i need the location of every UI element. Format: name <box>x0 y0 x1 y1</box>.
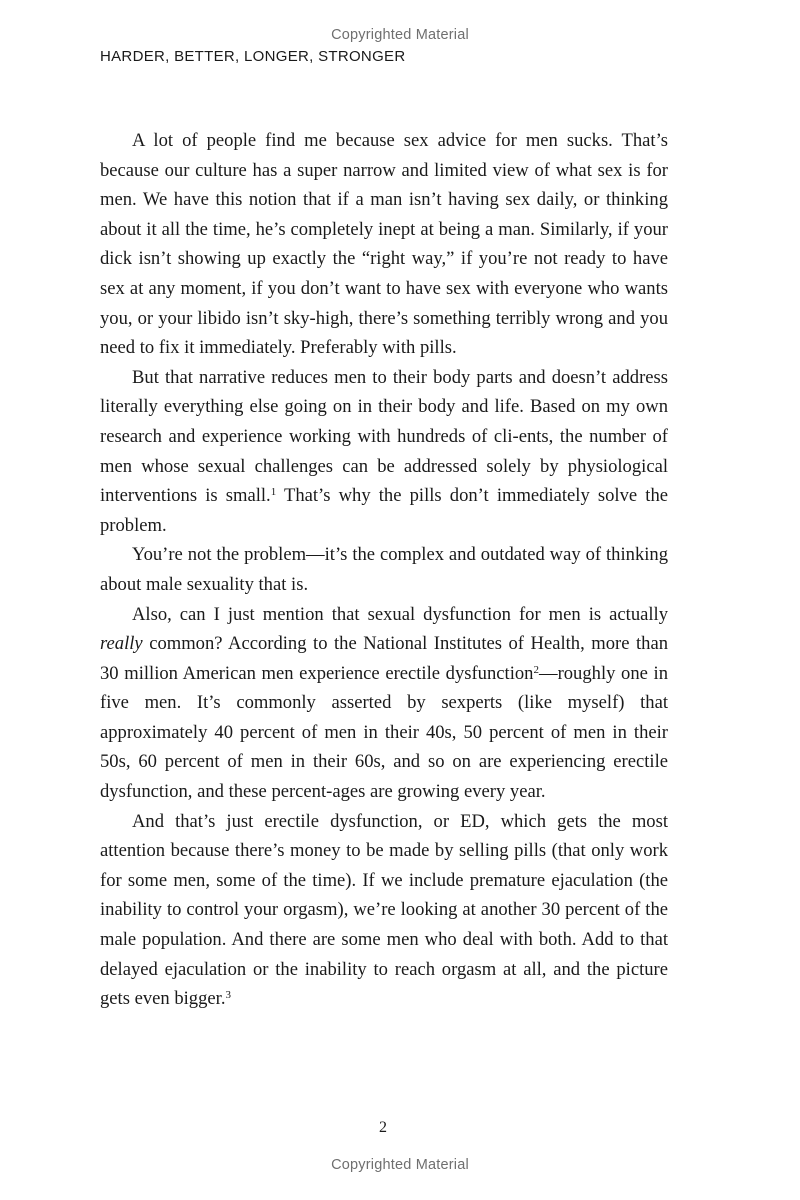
copyright-watermark-bottom: Copyrighted Material <box>331 1157 469 1173</box>
emphasis-really: really <box>100 633 143 655</box>
body-text <box>100 126 668 1014</box>
paragraph-3: You’re not the problem—it’s the complex and outdated way of thinking about male sexuality that is. <box>100 544 668 595</box>
running-head: HARDER, BETTER, LONGER, STRONGER <box>100 48 406 65</box>
paragraph-2-text-end: That’s why the pills don’t immediately solve the problem. <box>100 485 668 536</box>
footnote-ref-2[interactable]: 2 <box>533 663 539 676</box>
paragraph-4 <box>100 600 668 807</box>
page-number: 2 <box>379 1119 387 1136</box>
paragraph-2 <box>100 363 668 541</box>
footnote-ref-1[interactable]: 1 <box>270 486 277 499</box>
paragraph-1: A lot of people find me because sex advice for men sucks. That’s because our culture has a super narrow and limited view of what sex is for men. We have this notion that if a man isn’t having sex daily, or thinking about it all the time, he’s completely inept at being a man. Similarly, if your dick isn’t showing up exactly the “right way,” if you’re not ready to have sex at any moment, if you don’t want to have sex with everyone who wants you, or your libido isn’t sky-high, there’s something terribly wrong and you need to fix it immediately. Preferably with pills. <box>100 130 668 359</box>
paragraph-4-text-middle: common? According to the National Institutes of Health, more than 30 million American men experience erectile dysfunction <box>100 633 668 684</box>
paragraph-5 <box>100 807 668 1014</box>
paragraph-2-text: But that narrative reduces men to their body parts and doesn’t address literally everything else going on in their body and life. Based on my own research and experience working with hundreds of cli-ents, the number of men whose sexual challenges can be addressed solely by physiological interventions is small. <box>100 366 668 507</box>
paragraph-4-text: Also, can I just mention that sexual dysfunction for men is actually <box>132 603 668 625</box>
paragraph-5-text: And that’s just erectile dysfunction, or ED, which gets the most attention because there’s money to be made by selling pills (that only work for some men, some of the time). If we include premature ejaculation (the inability to control your orgasm), we’re looking at another 30 percent of the male population. And there are some men who deal with both. Add to that delayed ejaculation or the inability to reach orgasm at all, and the picture gets even bigger. <box>100 810 668 1010</box>
copyright-watermark-top: Copyrighted Material <box>331 27 469 43</box>
paragraph-4-text-end: —roughly one in five men. It’s commonly asserted by sexperts (like myself) that approximately 40 percent of men in their 40s, 50 percent of men in their 50s, 60 percent of men in their 60s, and so on are experiencing erectile dysfunction, and these percent-ages are growing every year. <box>100 662 668 803</box>
footnote-ref-3[interactable]: 3 <box>225 989 231 1002</box>
